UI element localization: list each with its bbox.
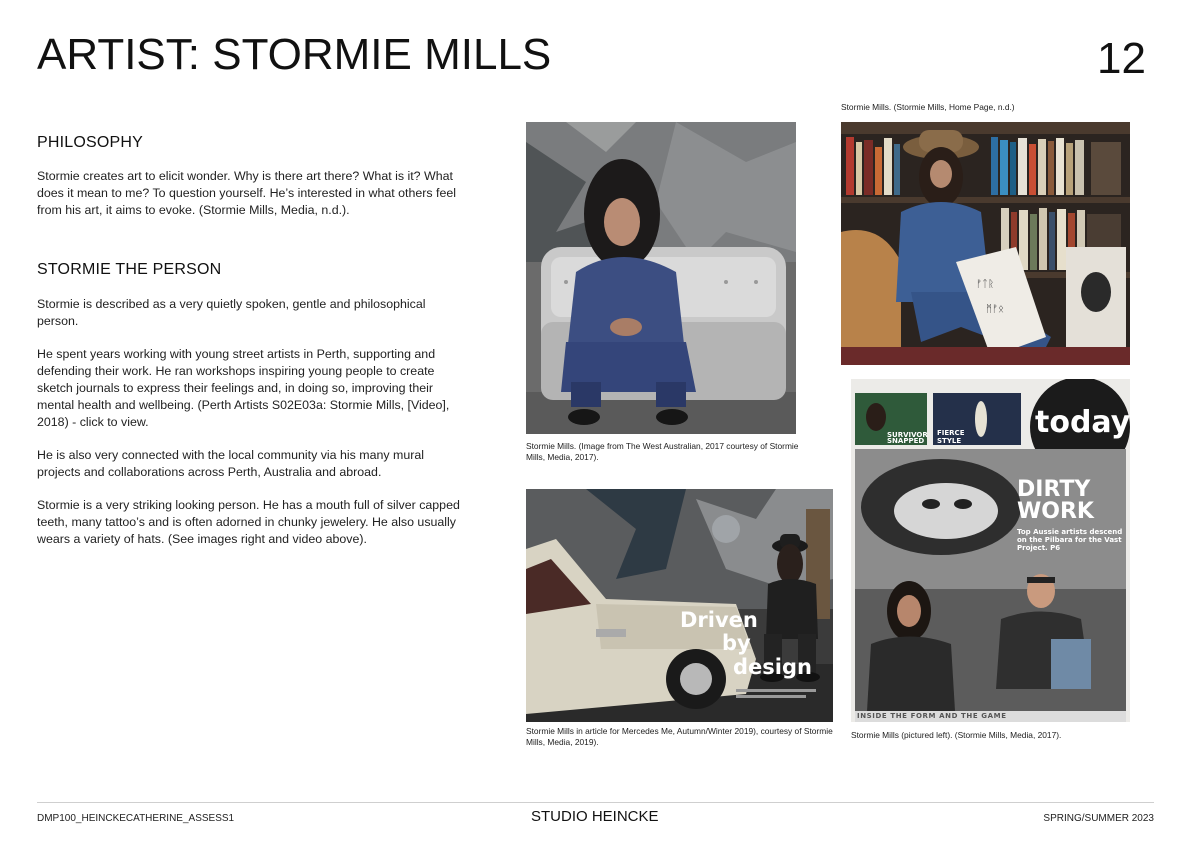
svg-text:ᛗᚠᛟ: ᛗᚠᛟ (986, 304, 1004, 315)
couch-photo (526, 122, 796, 434)
magazine-headline-line1: DIRTY (1017, 477, 1091, 502)
bookshelf-photo (841, 122, 1130, 365)
magazine-tab1-line2: SNAPPED (887, 437, 925, 445)
person-paragraph-1: Stormie is described as a very quietly spoken, gentle and philosophical person. (37, 297, 426, 328)
person-paragraph-4: Stormie is a very striking looking person. He has a mouth full of silver capped teeth, many tattoo’s and is often adorned in chunky jewelery. He also usually wears a variety of hats. (See images right and video above). (37, 498, 460, 546)
magazine-tab2-line1: FIERCE (937, 429, 965, 437)
footer-divider (37, 802, 1154, 803)
footer-right: SPRING/SUMMER 2023 (1043, 813, 1154, 824)
mercedes-overlay-line3: design (733, 655, 812, 679)
couch-photo-caption: Stormie Mills. (Image from The West Australian, 2017 courtesy of Stormie Mills, Media, 2017). (526, 441, 799, 462)
magazine-masthead: today (1035, 405, 1130, 440)
magazine-headline-line2: WORK (1017, 499, 1094, 524)
person-paragraph-3: He is also very connected with the local community via his many mural projects and collaborations across Perth, Australia and abroad. (37, 448, 425, 479)
magazine-tab2-line2: STYLE (937, 437, 962, 445)
magazine-footer-strip: INSIDE THE FORM AND THE GAME (857, 712, 1007, 720)
mercedes-overlay-line2: by (722, 631, 751, 655)
person-heading: STORMIE THE PERSON (37, 261, 222, 278)
bookshelf-photo-caption: Stormie Mills. (Stormie Mills, Home Page, n.d.) (841, 102, 1015, 112)
magazine-cover (851, 379, 1130, 722)
page-number: 12 (1097, 34, 1146, 83)
person-paragraph-2: He spent years working with young street artists in Perth, supporting and defending their work. He ran workshops inspiring young people to create sketch journals to express their feelings and, in doing so, improving their mental health and wellbeing. (Perth Artists S02E03a: Stormie Mills, [Video], 2018) - click to view. (37, 347, 450, 429)
mercedes-article-caption: Stormie Mills in article for Mercedes Me, Autumn/Winter 2019), courtesy of Stormie Mills, Media, 2019). (526, 726, 833, 747)
mercedes-overlay-line1: Driven (680, 608, 758, 632)
philosophy-text: Stormie creates art to elicit wonder. Why is there art there? What is it? What does it mean to me? To question yourself. He’s interested in what others feel from his art, it aims to evoke. (Stormie Mills, Media, n.d.). (37, 169, 456, 217)
mercedes-article-photo (526, 489, 833, 722)
footer-left: DMP100_HEINCKECATHERINE_ASSESS1 (37, 813, 235, 824)
footer-center: STUDIO HEINCKE (531, 808, 659, 825)
page-title: ARTIST: STORMIE MILLS (37, 30, 552, 79)
magazine-cover-caption: Stormie Mills (pictured left). (Stormie Mills, Media, 2017). (851, 730, 1062, 740)
svg-text:ᚠᛏᚱ: ᚠᛏᚱ (976, 279, 994, 290)
magazine-subhead: Top Aussie artists descend on the Pilbara for the Vast Project. P6 (1017, 528, 1123, 552)
magazine-tab1-line1: SURVIVOR (887, 431, 928, 439)
philosophy-heading: PHILOSOPHY (37, 134, 144, 151)
